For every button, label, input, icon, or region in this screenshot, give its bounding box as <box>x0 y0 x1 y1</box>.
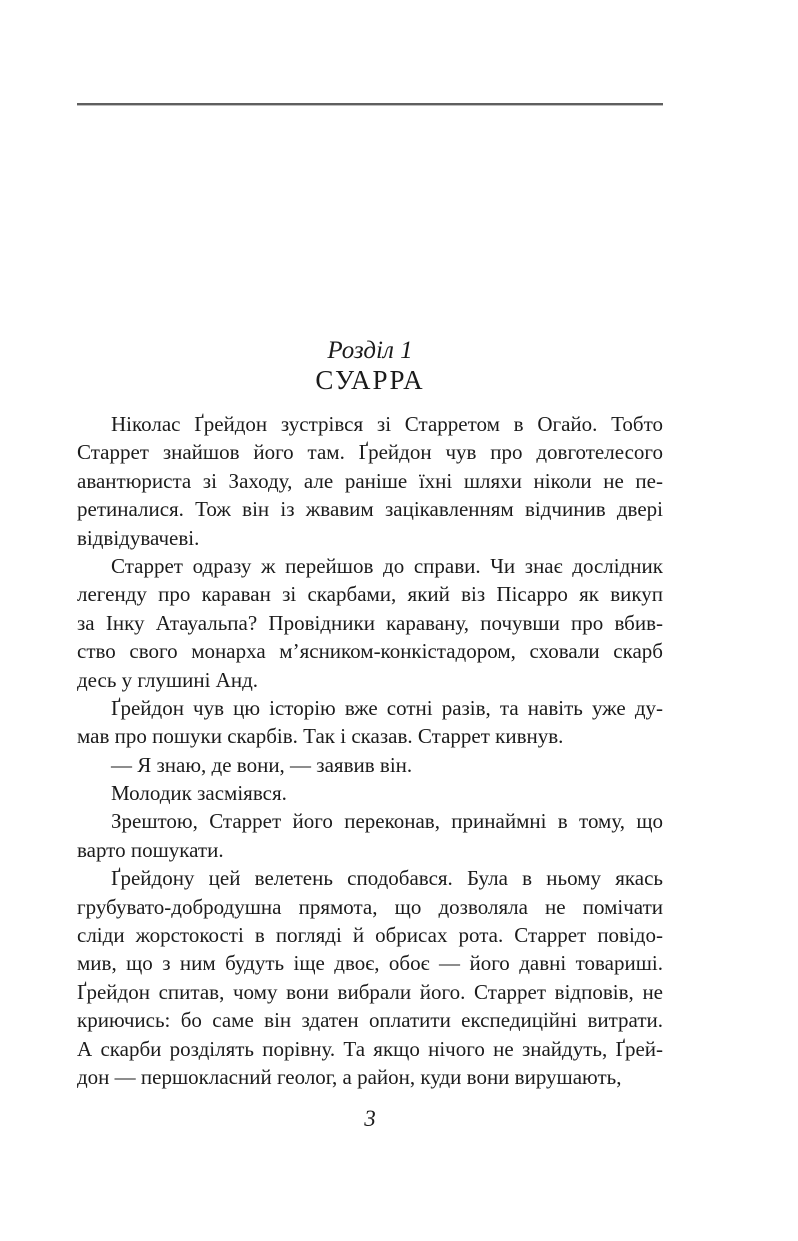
text-line: грубувато-добродушна прямота, що дозволяла не помічати <box>77 894 663 919</box>
text-line: Ґрейдону цей велетень сподобався. Була в ньому якась <box>111 866 663 891</box>
text-line: ретиналися. Тож він із жвавим зацікавленням відчинив двері <box>77 497 663 522</box>
body-text <box>77 410 663 1091</box>
text-line: мив, що з ним будуть іще двоє, обоє — його давні товариші. <box>77 951 663 976</box>
text-line: варто пошукати. <box>77 837 224 862</box>
text-line: сліди жорстокості в погляді й обрисах рота. Старрет повідо- <box>77 923 663 948</box>
text-line: А скарби розділять порівну. Та якщо нічого не знайдуть, Ґрей- <box>77 1036 663 1061</box>
text-line: Ґрейдон чув цю історію вже сотні разів, та навіть уже ду- <box>111 695 663 720</box>
text-line: дон — першокласний геолог, а район, куди вони вирушають, <box>77 1064 622 1089</box>
text-line: Зрештою, Старрет його переконав, принаймні в тому, що <box>111 809 663 834</box>
text-line: авантюриста зі Заходу, але раніше їхні шляхи ніколи не пе- <box>77 468 663 493</box>
text-line: легенду про караван зі скарбами, який віз Пісарро як викуп <box>77 582 663 607</box>
text-line: Старрет знайшов його там. Ґрейдон чув про довготелесого <box>77 440 663 465</box>
page-number: 3 <box>364 1106 376 1131</box>
text-line: Молодик засміявся. <box>111 781 287 806</box>
chapter-label: Розділ 1 <box>327 337 413 364</box>
text-line: за Інку Атауальпа? Провідники каравану, почувши про вбив- <box>77 610 663 635</box>
text-line: криючись: бо саме він здатен оплатити експедиційні витрати. <box>77 1008 663 1033</box>
text-line: Ніколас Ґрейдон зустрівся зі Старретом в Огайо. Тобто <box>111 412 663 436</box>
text-line: — Я знаю, де вони, — заявив він. <box>111 752 413 777</box>
text-line: Старрет одразу ж перейшов до справи. Чи знає дослідник <box>111 553 663 578</box>
text-line: ство свого монарха м’ясником-конкістадором, сховали скарб <box>77 639 663 664</box>
text-line: відвідувачеві. <box>77 525 200 550</box>
text-line: десь у глушині Анд. <box>77 667 259 692</box>
header-rule <box>77 103 663 106</box>
chapter-title: СУАРРА <box>315 365 425 395</box>
text-line: Ґрейдон спитав, чому вони вибрали його. Старрет відповів, не <box>77 979 663 1004</box>
text-line: мав про пошуки скарбів. Так і сказав. Старрет кивнув. <box>77 724 564 749</box>
